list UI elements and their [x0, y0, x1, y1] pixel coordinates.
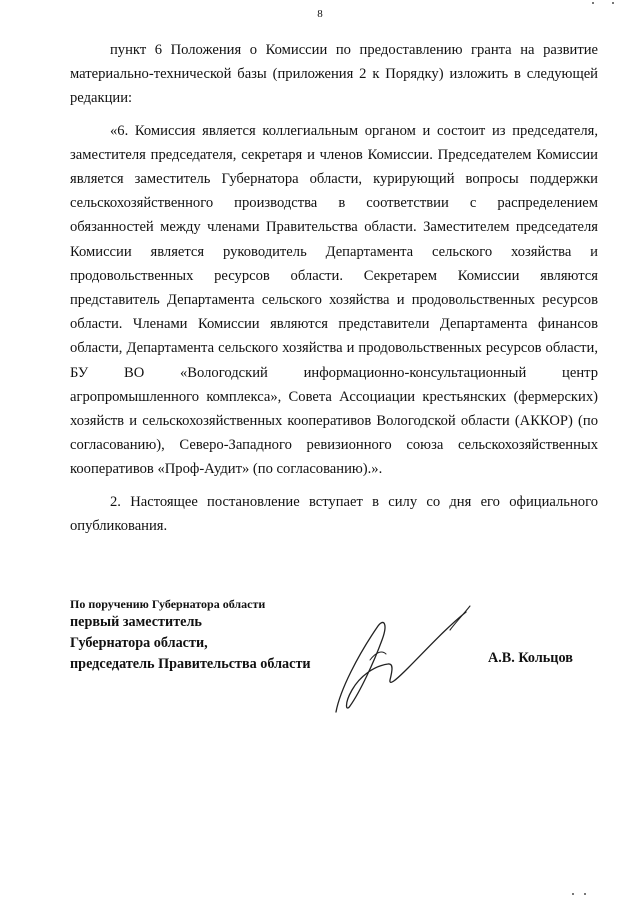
document-body	[70, 38, 598, 546]
page-number: 8	[317, 8, 323, 20]
scan-speck	[572, 893, 574, 895]
scan-speck	[612, 2, 614, 4]
paragraph-commission-composition: «6. Комиссия является коллегиальным органом и состоит из председателя, заместителя председателя, секретаря и членов Комиссии. Председателем Комиссии является заместитель Губернатора области, курирующий вопросы поддержки сельскохозяйственного производства в соответствии с распределением обязанностей между членами Правительства области. Заместителем председателя Комиссии является руководитель Департамента сельского хозяйства и продовольственных ресурсов области. Секретарем Комиссии являются представитель Департамента сельского хозяйства и продовольственных ресурсов области. Членами Комиссии являются представители Департамента финансов области, Департамента сельского хозяйства и продовольственных ресурсов области, БУ ВО «Вологодский информационно-консультационный центр агропромышленного комплекса», Совета Ассоциации крестьянских (фермерских) хозяйств и сельскохозяйственных кооперативов Вологодской области (АККОР) (по согласованию), Северо-Западного ревизионного союза сельскохозяйственных кооперативов «Проф-Аудит» (по согласованию).».	[70, 122, 598, 478]
signature-authority-line: По поручению Губернатора области	[70, 597, 266, 611]
signature-title-line-1: первый заместитель	[70, 614, 202, 630]
paragraph-entry-into-force: 2. Настоящее постановление вступает в силу со дня его официального опубликования.	[70, 493, 598, 534]
scan-speck	[584, 893, 586, 895]
paragraph-amendment-intro: пункт 6 Положения о Комиссии по предоставлению гранта на развитие материально-технической базы (приложения 2 к Порядку) изложить в следующей редакции:	[70, 42, 598, 107]
scan-speck	[592, 2, 594, 4]
signatory-name: А.В. Кольцов	[488, 650, 573, 666]
signature-title-line-3: председатель Правительства области	[70, 656, 311, 672]
handwritten-signature	[330, 600, 480, 720]
signature-block	[70, 597, 311, 675]
signature-title-line-2: Губернатора области,	[70, 635, 208, 651]
